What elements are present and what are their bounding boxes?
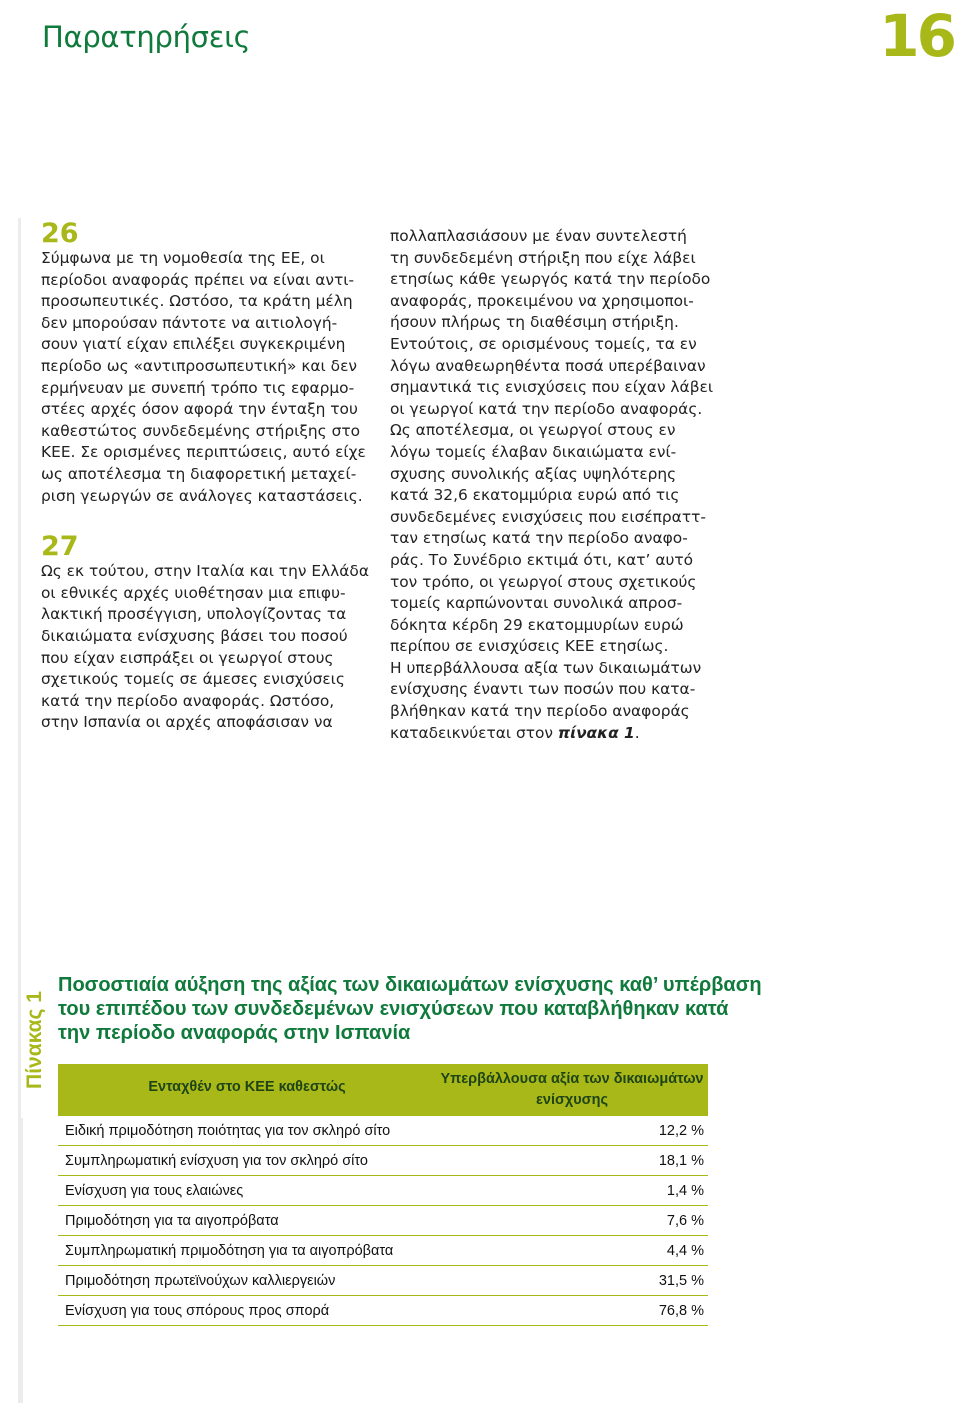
text-line: τομείς καρπώνονται συνολικά απροσ-: [390, 594, 683, 613]
table-tab-label-text: Πίνακας 1: [23, 991, 46, 1089]
text-line: ενίσχυσης έναντι των ποσών που κατα-: [390, 680, 696, 699]
text-line: Η υπερβάλλουσα αξία των δικαιωμάτων: [390, 658, 702, 677]
table-row: [58, 1266, 708, 1296]
table-title-line: Ποσοστιαία αύξηση της αξίας των δικαιωμάτων ενίσχυσης καθ’ υπέρβαση: [58, 974, 762, 996]
table-row: [58, 1116, 708, 1146]
text-line: σχυσης συνολικής αξίας υψηλότερης: [390, 464, 677, 483]
paragraph-body: [41, 561, 371, 734]
data-table: [58, 1064, 708, 1326]
right-text-column: [390, 226, 725, 744]
column-header-excess-value: Υπερβάλλουσα αξία των δικαιωμάτων ενίσχυσης: [440, 1071, 704, 1108]
row-value: 7,6 %: [666, 1212, 704, 1229]
text-line: καθεστώτος συνδεδεμένης στήριξης στο: [41, 421, 361, 440]
text-line: αναφοράς, προκειμένου να χρησιμοποι-: [390, 291, 694, 310]
text-line: ταν ετησίως κατά την περίοδο αναφο-: [390, 529, 688, 548]
text-line: τη συνδεδεμένη στήριξη που είχε λάβει: [390, 248, 696, 267]
text-line: τον τρόπο, οι γεωργοί στους σχετικούς: [390, 572, 697, 591]
row-value: 4,4 %: [666, 1242, 704, 1259]
text-line: δικαιώματα ενίσχυσης βάσει του ποσού: [41, 626, 348, 645]
table-side-rule: [20, 1118, 23, 1403]
text-line-last: [390, 723, 725, 745]
table-row: [58, 1206, 708, 1236]
text-line: σημαντικά τις ενισχύσεις που είχαν λάβει: [390, 378, 714, 397]
text-line: περίοδο ως «αντιπροσωπευτική» και δεν: [41, 356, 357, 375]
text-line: που είχαν εισπράξει οι γεωργοί στους: [41, 648, 334, 667]
table-row: [58, 1146, 708, 1176]
text-line: λακτική προσέγγιση, υπολογίζοντας τα: [41, 605, 347, 624]
page-header-title: Παρατηρήσεις: [42, 20, 251, 54]
row-value: 18,1 %: [658, 1152, 704, 1169]
table-row: [58, 1176, 708, 1206]
text-line: ετησίως κάθε γεωργός κατά την περίοδο: [390, 270, 711, 289]
row-value: 1,4 %: [666, 1182, 704, 1199]
page-number: 16: [879, 2, 954, 70]
text-line: κατά 32,6 εκατομμύρια ευρώ από τις: [390, 486, 680, 505]
text-line: ήσουν πλήρως τη διαθέσιμη στήριξη.: [390, 313, 679, 332]
text-line: ριση γεωργών σε ανάλογες καταστάσεις.: [41, 486, 363, 505]
row-value: 31,5 %: [658, 1272, 704, 1289]
text-line: ΚΕΕ. Σε ορισμένες περιπτώσεις, αυτό είχε: [41, 443, 366, 462]
text-line: Εντούτοις, σε ορισμένους τομείς, τα εν: [390, 334, 697, 353]
paragraph-body: [41, 248, 371, 507]
text-line: Ως αποτέλεσμα, οι γεωργοί στους εν: [390, 421, 676, 440]
row-label: Ειδική πριμοδότηση ποιότητας για τον σκληρό σίτο: [65, 1122, 391, 1139]
row-label: Συμπληρωματική πριμοδότηση για τα αιγοπρόβατα: [65, 1242, 394, 1259]
text-line: σχετικούς τομείς σε άμεσες ενισχύσεις: [41, 670, 345, 689]
text-line: λόγω τομείς έλαβαν δικαιώματα ενί-: [390, 442, 677, 461]
text-line: βλήθηκαν κατά την περίοδο αναφοράς: [390, 702, 690, 721]
text-line: προσωπευτικές. Ωστόσο, τα κράτη μέλη: [41, 292, 353, 311]
text-line: συνδεδεμένες ενισχύσεις που εισέπραττ-: [390, 507, 706, 526]
paragraph-number: 27: [41, 531, 79, 563]
table-row: [58, 1296, 708, 1326]
text-line: Ως εκ τούτου, στην Ιταλία και την Ελλάδα: [41, 562, 369, 581]
text-line: ράς. Το Συνέδριο εκτιμά ότι, κατ’ αυτό: [390, 550, 694, 569]
paragraph-26: [41, 220, 371, 507]
table-title: [58, 973, 918, 1045]
text-line: πολλαπλασιάσουν με έναν συντελεστή: [390, 227, 687, 245]
text-line: περίοδοι αναφοράς πρέπει να είναι αντι-: [41, 270, 355, 289]
text-fragment: καταδεικνύεται στον: [390, 723, 558, 742]
text-line: περίπου σε ενισχύσεις ΚΕΕ ετησίως.: [390, 637, 669, 656]
text-line: σουν γιατί είχαν επιλέξει συγκεκριμένη: [41, 335, 346, 354]
table-title-line: την περίοδο αναφοράς στην Ισπανία: [58, 1022, 411, 1044]
row-label: Ενίσχυση για τους σπόρους προς σπορά: [65, 1302, 330, 1319]
table-reference-link[interactable]: πίνακα 1: [557, 723, 635, 742]
paragraph-27: [41, 533, 371, 734]
text-fragment: .: [634, 723, 640, 742]
row-label: Συμπληρωματική ενίσχυση για τον σκληρό σίτο: [65, 1152, 368, 1169]
text-line: ερμήνευαν με συνεπή τρόπο τις εφαρμο-: [41, 378, 355, 397]
row-value: 12,2 %: [658, 1122, 704, 1139]
text-line: στέες αρχές όσον αφορά την ένταξη του: [41, 400, 358, 419]
row-label: Ενίσχυση για τους ελαιώνες: [65, 1182, 244, 1199]
row-label: Πριμοδότηση για τα αιγοπρόβατα: [65, 1212, 279, 1229]
table-header-row: [58, 1064, 708, 1116]
table-title-line: του επιπέδου των συνδεδεμένων ενισχύσεων που καταβλήθηκαν κατά: [58, 998, 729, 1020]
text-line: δεν μπορούσαν πάντοτε να αιτιολογή-: [41, 313, 338, 332]
text-line: στην Ισπανία οι αρχές αποφάσισαν να: [41, 713, 333, 732]
text-line: ως αποτέλεσμα τη διαφορετική μεταχεί-: [41, 464, 357, 483]
text-line: Σύμφωνα με τη νομοθεσία της ΕΕ, οι: [41, 249, 325, 267]
text-line: οι γεωργοί κατά την περίοδο αναφοράς.: [390, 399, 703, 418]
text-line: δόκητα κέρδη 29 εκατομμυρίων ευρώ: [390, 615, 684, 634]
row-value: 76,8 %: [658, 1302, 704, 1319]
table-tab-label: [18, 960, 52, 1120]
left-text-column: [41, 218, 371, 760]
row-label: Πριμοδότηση πρωτεϊνούχων καλλιεργειών: [65, 1272, 336, 1289]
text-line: λόγω αναθεωρηθέντα ποσά υπερέβαιναν: [390, 356, 706, 375]
table-row: [58, 1236, 708, 1266]
paragraph-number: 26: [41, 218, 79, 249]
text-line: κατά την περίοδο αναφοράς. Ωστόσο,: [41, 691, 335, 710]
column-header-scheme: Ενταχθέν στο ΚΕΕ καθεστώς: [148, 1079, 346, 1095]
text-line: οι εθνικές αρχές υιοθέτησαν μια επιφυ-: [41, 583, 346, 602]
